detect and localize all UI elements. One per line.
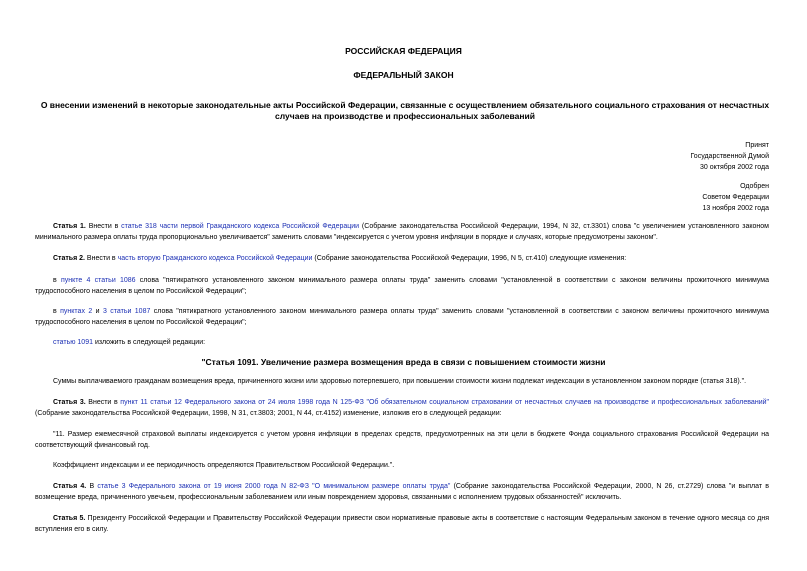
article-5 <box>35 514 769 535</box>
approved-block <box>569 181 769 214</box>
article-5-label: Статья 5. <box>53 515 86 522</box>
article-1 <box>35 222 769 243</box>
article-4-text: В <box>86 483 98 490</box>
article-4-link[interactable]: статье 3 Федерального закона от 19 июня 2000 года N 82-ФЗ "О минимальном размере оплаты труда" <box>97 483 451 490</box>
article-3-link[interactable]: пункт 11 статьи 12 Федерального закона от 24 июля 1998 года N 125-ФЗ "Об обязательном социальном страховании от несчастных случаев на производстве и профессиональных заболеваний" <box>120 399 769 406</box>
item-2-text-2: слова "пятикратного установленного законом минимального размера оплаты труда" заменить словами "установленной в соответствии с законом величины прожиточного минимума трудоспособного населения в целом по Российской Федерации"; <box>35 308 769 326</box>
adopted-by: Государственной Думой <box>690 153 769 160</box>
article-3 <box>35 398 769 419</box>
item-2-text: в <box>53 308 61 315</box>
article-2-link[interactable]: часть вторую Гражданского кодекса Российской Федерации <box>117 255 313 262</box>
item-1-text: в <box>53 277 61 284</box>
article-1091-text: Суммы выплачиваемого гражданам возмещения вреда, причиненного жизни или здоровью потерпевшего, при повышении стоимости жизни подлежат индексации в установленном законом порядке (статья 318).". <box>53 378 747 385</box>
article-2-text: Внести в <box>84 255 118 262</box>
doc-type-heading: ФЕДЕРАЛЬНЫЙ ЗАКОН <box>353 70 454 80</box>
approved-by: Советом Федерации <box>702 194 769 201</box>
article-2-item-3 <box>35 338 769 349</box>
item-2-link-1[interactable]: пунктах 2 <box>60 308 93 315</box>
article-4-label: Статья 4. <box>53 483 87 490</box>
article-2 <box>35 254 769 265</box>
article-1-text: Внести в <box>85 223 122 230</box>
article-2-label: Статья 2. <box>53 255 85 262</box>
article-2-text-2: (Собрание законодательства Российской Федерации, 1996, N 5, ст.410) следующие изменения: <box>312 255 627 262</box>
article-1-link[interactable]: статье 318 части первой Гражданского кодекса Российской Федерации <box>121 223 360 230</box>
article-2-item-1 <box>35 276 769 297</box>
item-2-link-2[interactable]: 3 статьи 1087 <box>102 308 151 315</box>
approved-line: Одобрен <box>740 183 769 190</box>
adopted-line: Принят <box>745 142 769 149</box>
law-title: О внесении изменений в некоторые законодательные акты Российской Федерации, связанные с осуществлением обязательного социального страхования от несчастных случаев на производстве и профессиональных заболеваний <box>40 100 770 121</box>
item-1-text-2: слова "пятикратного установленного законом минимального размера оплаты труда" заменить словами "установленной в соответствии с законом величины прожиточного минимума трудоспособного населения в целом по Российской Федерации"; <box>35 277 769 295</box>
article-3-quote-1: "11. Размер ежемесячной страховой выплаты индексируется с учетом уровня инфляции в пределах средств, предусмотренных на эти цели в бюджете Фонда социального страхования Российской Федерации на соответствующий финансовый год. <box>35 431 769 449</box>
article-2-item-2 <box>35 307 769 328</box>
article-3-text-2: (Собрание законодательства Российской Федерации, 1998, N 31, ст.3803; 2001, N 44, ст.4152) изменение, изложив его в следующей редакции: <box>35 409 502 417</box>
article-1-text-2: (Собрание законодательства Российской Федерации, 1994, N 32, ст.3301) слова "с увеличением установленного законом минимального размера оплаты труда пропорционально увеличивается" заменить словами "индексируется с учетом уровня инфляции в порядке и случаях, которые предусмотрены законом". <box>35 223 769 241</box>
article-5-text: Президенту Российской Федерации и Правительству Российской Федерации привести свои нормативные правовые акты в соответствие с настоящим Федеральным законом в течение одного месяца со дня вступления его в силу. <box>35 515 769 533</box>
adopted-date: 30 октября 2002 года <box>700 164 769 171</box>
article-4-text-2: (Собрание законодательства Российской Федерации, 2000, N 26, ст.2729) слова "и выплат в возмещение вреда, причиненного увечьем, профессиональным заболеванием или иным повреждением здоровья, связанными с исполнением трудовых обязанностей" исключить. <box>35 483 770 501</box>
item-1-link[interactable]: пункте 4 статьи 1086 <box>60 277 136 284</box>
item-3-link[interactable]: статью 1091 <box>53 339 93 346</box>
adopted-block <box>569 140 769 173</box>
item-3-text: изложить в следующей редакции: <box>93 339 206 346</box>
country-heading: РОССИЙСКАЯ ФЕДЕРАЦИЯ <box>345 46 462 56</box>
article-3-label: Статья 3. <box>53 399 86 406</box>
article-4 <box>35 482 769 503</box>
item-2-and: и <box>92 308 103 315</box>
article-3-quote-2: Коэффициент индексации и ее периодичность определяются Правительством Российской Федерации.". <box>53 462 395 469</box>
article-3-text: Внести в <box>85 399 121 406</box>
approved-date: 13 ноября 2002 года <box>702 205 769 212</box>
article-1091-heading: "Статья 1091. Увеличение размера возмещения вреда в связи с повышением стоимости жизни <box>201 357 606 367</box>
article-1-label: Статья 1. <box>53 223 86 230</box>
